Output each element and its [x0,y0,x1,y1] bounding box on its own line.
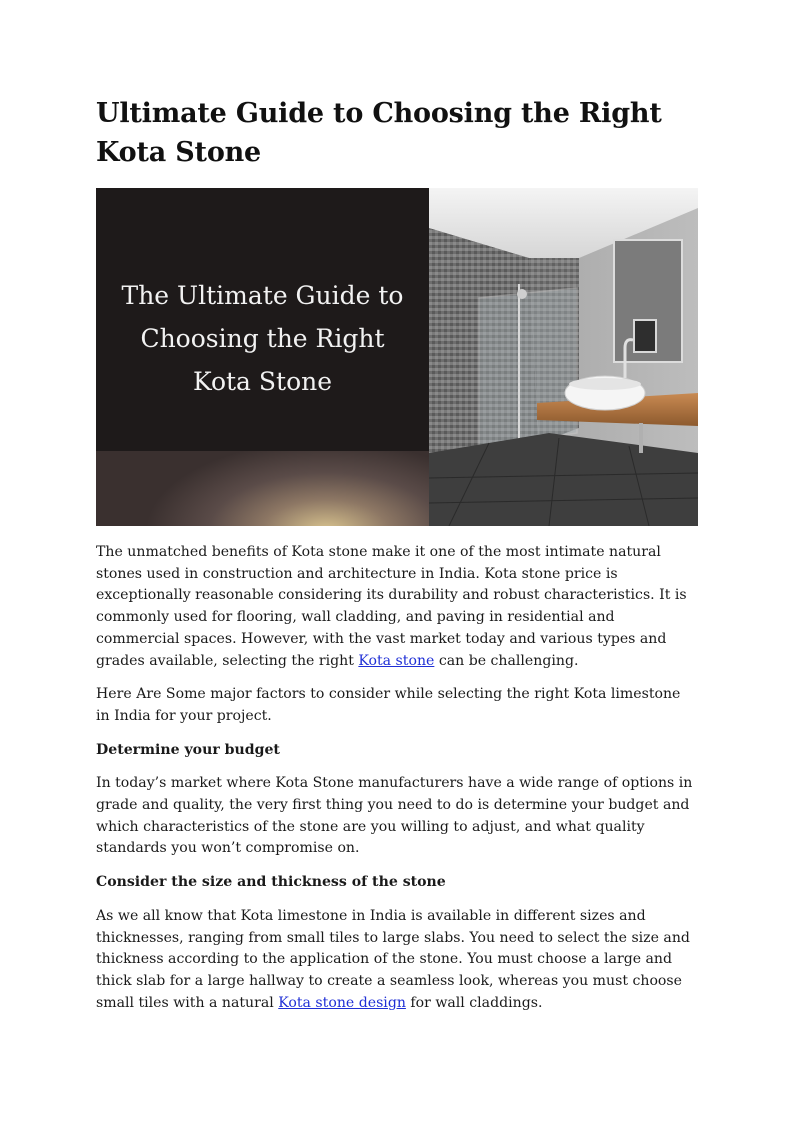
kota-stone-design-link[interactable]: Kota stone design [278,994,406,1011]
section-heading-budget: Determine your budget [96,741,280,758]
article-body [96,542,698,1026]
paragraph-text: As we all know that Kota limestone in India is available in different sizes and thicknesses, ranging from small tiles to large slabs. You need to select the size and thickness according to the application of the stone. You must choose a large and thick slab for a large hallway to create a seamless look, whereas you must choose small tiles with a natural [96,907,690,1011]
section-heading-size: Consider the size and thickness of the stone [96,874,446,891]
hero-banner [96,188,698,526]
paragraph-text: can be challenging. [434,652,579,669]
hero-title-line: Kota Stone [192,367,333,396]
paragraph [96,542,698,672]
shower-glass [479,288,577,448]
hero-title-line: Choosing the Right [140,324,385,353]
paragraph-text: for wall claddings. [405,994,543,1011]
paragraph [96,906,698,1015]
hero-title [96,274,429,403]
hero-glow [96,451,429,526]
hero-title-panel [96,188,429,526]
bathroom-photo [429,188,698,526]
paragraph: In today’s market where Kota Stone manufacturers have a wide range of options in grade and quality, the very first thing you need to do is determine your budget and which characteristics of the stone are you willing to adjust, and what quality standards you won’t compromise on. [96,775,693,857]
page-title: Ultimate Guide to Choosing the Right Kota Stone [96,98,662,168]
kota-stone-link[interactable]: Kota stone [358,652,435,669]
paragraph-text: The unmatched benefits of Kota stone make it one of the most intimate natural stones used in construction and architecture in India. Kota stone price is exceptionally reasonable considering its durability and robust characteristics. It is commonly used for flooring, wall cladding, and paving in residential and commercial spaces. However, with the vast market today and various types and grades available, selecting the right [96,544,687,669]
hero-title-line: The Ultimate Guide to [121,281,404,310]
paragraph: Here Are Some major factors to consider while selecting the right Kota limestone in India for your project. [96,686,681,724]
